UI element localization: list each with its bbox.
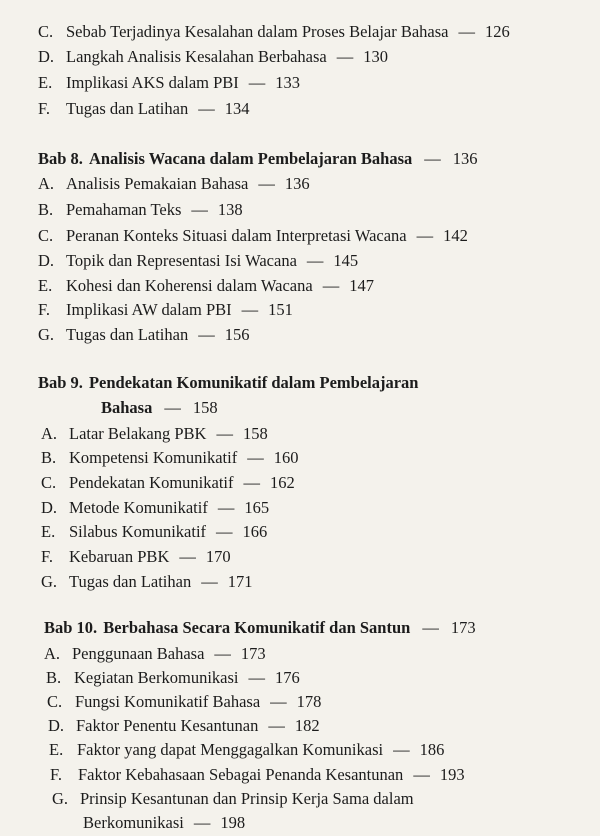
chapter-page: 136 bbox=[452, 149, 478, 168]
dash: — bbox=[393, 740, 410, 759]
entry-letter: F. bbox=[38, 300, 50, 319]
toc-entry bbox=[41, 448, 298, 468]
entry-title: Tugas dan Latihan bbox=[66, 325, 189, 344]
dash: — bbox=[217, 498, 235, 517]
toc-entry bbox=[38, 200, 243, 220]
dash: — bbox=[216, 522, 233, 541]
chapter-label: Bab 9. bbox=[38, 373, 83, 392]
toc-entry bbox=[50, 765, 465, 785]
dash: — bbox=[458, 22, 475, 41]
entry-page: 138 bbox=[217, 200, 243, 219]
chapter-label: Bab 10. bbox=[44, 618, 98, 637]
toc-entry bbox=[38, 47, 388, 67]
entry-title: Penggunaan Bahasa bbox=[72, 644, 205, 663]
dash: — bbox=[179, 547, 196, 566]
entry-page: 136 bbox=[284, 174, 310, 193]
entry-letter: G. bbox=[41, 572, 58, 591]
entry-page: 151 bbox=[268, 300, 293, 319]
entry-letter: G. bbox=[52, 789, 69, 808]
entry-letter: B. bbox=[38, 200, 54, 219]
toc-entry bbox=[47, 692, 321, 712]
dash: — bbox=[306, 251, 324, 270]
chapter-title: Pendekatan Komunikatif dalam Pembelajaran bbox=[88, 373, 419, 392]
entry-title: Prinsip Kesantunan dan Prinsip Kerja Sama dalam bbox=[80, 789, 414, 808]
entry-title: Kompetensi Komunikatif bbox=[69, 448, 238, 467]
entry-letter: C. bbox=[41, 473, 57, 492]
entry-title: Pemahaman Teks bbox=[66, 200, 182, 219]
entry-letter: A. bbox=[41, 424, 58, 443]
entry-letter: G. bbox=[38, 325, 55, 344]
toc-entry bbox=[38, 73, 300, 93]
chapter-title: Berbahasa Secara Komunikatif dan Santun bbox=[103, 618, 411, 637]
toc-entry bbox=[48, 716, 320, 736]
toc-entry bbox=[41, 424, 268, 444]
toc-entry bbox=[41, 547, 231, 567]
toc-entry bbox=[52, 789, 414, 809]
entry-page: 173 bbox=[240, 644, 266, 663]
entry-page: 166 bbox=[242, 522, 268, 541]
entry-page: 160 bbox=[273, 448, 299, 467]
entry-page: 134 bbox=[224, 99, 250, 118]
entry-title: Kebaruan PBK bbox=[69, 547, 170, 566]
toc-entry bbox=[46, 668, 300, 688]
entry-letter: E. bbox=[38, 276, 53, 295]
dash: — bbox=[270, 692, 287, 711]
toc-entry bbox=[41, 522, 267, 542]
entry-title: Pendekatan Komunikatif bbox=[69, 473, 234, 492]
entry-title: Fungsi Komunikatif Bahasa bbox=[75, 692, 261, 711]
chapter-page: 158 bbox=[192, 398, 218, 417]
toc-entry bbox=[38, 325, 249, 345]
toc-entry bbox=[41, 473, 295, 493]
dash: — bbox=[322, 276, 340, 295]
toc-entry bbox=[41, 498, 269, 518]
dash: — bbox=[243, 473, 261, 492]
entry-title: Sebab Terjadinya Kesalahan dalam Proses Belajar Bahasa bbox=[66, 22, 449, 41]
dash: — bbox=[424, 149, 441, 168]
dash: — bbox=[413, 765, 430, 784]
dash: — bbox=[416, 226, 434, 245]
dash: — bbox=[248, 668, 266, 687]
toc-entry bbox=[44, 644, 266, 664]
chapter-page: 173 bbox=[450, 618, 476, 637]
entry-letter: D. bbox=[38, 47, 55, 66]
dash: — bbox=[201, 572, 218, 591]
chapter-label: Bab 8. bbox=[38, 149, 83, 168]
dash: — bbox=[198, 325, 215, 344]
toc-entry bbox=[49, 740, 444, 760]
dash: — bbox=[191, 200, 208, 219]
entry-title: Faktor Kebahasaan Sebagai Penanda Kesantunan bbox=[78, 765, 404, 784]
entry-letter: E. bbox=[38, 73, 53, 92]
entry-page: 126 bbox=[485, 22, 510, 41]
entry-letter: F. bbox=[38, 99, 50, 118]
entry-page: 165 bbox=[244, 498, 270, 517]
entry-letter: D. bbox=[38, 251, 55, 270]
entry-page: 193 bbox=[439, 765, 465, 784]
entry-letter: E. bbox=[41, 522, 56, 541]
entry-page: 176 bbox=[275, 668, 300, 687]
entry-letter: C. bbox=[38, 226, 54, 245]
dash: — bbox=[216, 424, 233, 443]
entry-page: 158 bbox=[242, 424, 268, 443]
dash: — bbox=[258, 174, 275, 193]
chapter-heading-bab9 bbox=[38, 373, 419, 393]
toc-entry bbox=[38, 22, 510, 42]
chapter-heading-bab9-continuation bbox=[101, 398, 218, 418]
dash: — bbox=[164, 398, 181, 417]
dash: — bbox=[241, 300, 259, 319]
dash: — bbox=[193, 813, 211, 832]
entry-title: Silabus Komunikatif bbox=[69, 522, 207, 541]
entry-page: 182 bbox=[294, 716, 320, 735]
entry-title: Langkah Analisis Kesalahan Berbahasa bbox=[66, 47, 327, 66]
entry-page: 170 bbox=[205, 547, 231, 566]
entry-title: Topik dan Representasi Isi Wacana bbox=[66, 251, 297, 270]
entry-letter: A. bbox=[44, 644, 61, 663]
entry-title: Implikasi AW dalam PBI bbox=[66, 300, 232, 319]
dash: — bbox=[198, 99, 215, 118]
entry-page: 162 bbox=[270, 473, 295, 492]
entry-title: Kohesi dan Koherensi dalam Wacana bbox=[66, 276, 313, 295]
chapter-heading-bab8 bbox=[38, 149, 478, 169]
entry-page: 142 bbox=[443, 226, 468, 245]
entry-title: Latar Belakang PBK bbox=[69, 424, 207, 443]
entry-page: 130 bbox=[363, 47, 388, 66]
entry-letter: A. bbox=[38, 174, 55, 193]
entry-title: Faktor yang dapat Menggagalkan Komunikasi bbox=[77, 740, 384, 759]
entry-title-continuation: Berkomunikasi bbox=[83, 813, 184, 832]
entry-title: Tugas dan Latihan bbox=[66, 99, 189, 118]
chapter-title-continuation: Bahasa bbox=[101, 398, 153, 417]
entry-page: 178 bbox=[296, 692, 322, 711]
dash: — bbox=[247, 448, 264, 467]
toc-entry bbox=[38, 251, 358, 271]
dash: — bbox=[214, 644, 231, 663]
entry-page: 147 bbox=[349, 276, 374, 295]
dash: — bbox=[248, 73, 266, 92]
dash: — bbox=[336, 47, 354, 66]
entry-letter: E. bbox=[49, 740, 64, 759]
entry-page: 186 bbox=[419, 740, 445, 759]
entry-page: 145 bbox=[333, 251, 359, 270]
entry-letter: F. bbox=[50, 765, 62, 784]
entry-page: 198 bbox=[220, 813, 246, 832]
entry-letter: F. bbox=[41, 547, 53, 566]
entry-letter: D. bbox=[48, 716, 65, 735]
toc-entry bbox=[38, 99, 249, 119]
toc-entry bbox=[38, 276, 374, 296]
toc-entry bbox=[38, 226, 468, 246]
entry-letter: C. bbox=[47, 692, 63, 711]
entry-letter: D. bbox=[41, 498, 58, 517]
dash: — bbox=[268, 716, 285, 735]
entry-title: Faktor Penentu Kesantunan bbox=[76, 716, 259, 735]
entry-title: Analisis Pemakaian Bahasa bbox=[66, 174, 249, 193]
chapter-title: Analisis Wacana dalam Pembelajaran Bahasa bbox=[88, 149, 413, 168]
entry-title: Tugas dan Latihan bbox=[69, 572, 192, 591]
entry-page: 133 bbox=[275, 73, 301, 92]
entry-letter: C. bbox=[38, 22, 54, 41]
entry-page: 171 bbox=[227, 572, 253, 591]
toc-entry bbox=[41, 572, 252, 592]
entry-title: Peranan Konteks Situasi dalam Interpretasi Wacana bbox=[66, 226, 407, 245]
dash: — bbox=[422, 618, 439, 637]
toc-entry bbox=[38, 174, 310, 194]
toc-entry bbox=[38, 300, 293, 320]
entry-title: Kegiatan Berkomunikasi bbox=[74, 668, 239, 687]
entry-letter: B. bbox=[41, 448, 57, 467]
entry-title: Metode Komunikatif bbox=[69, 498, 208, 517]
chapter-heading-bab10 bbox=[44, 618, 476, 638]
entry-page: 156 bbox=[224, 325, 250, 344]
toc-entry-continuation bbox=[83, 813, 245, 833]
entry-letter: B. bbox=[46, 668, 62, 687]
entry-title: Implikasi AKS dalam PBI bbox=[66, 73, 239, 92]
